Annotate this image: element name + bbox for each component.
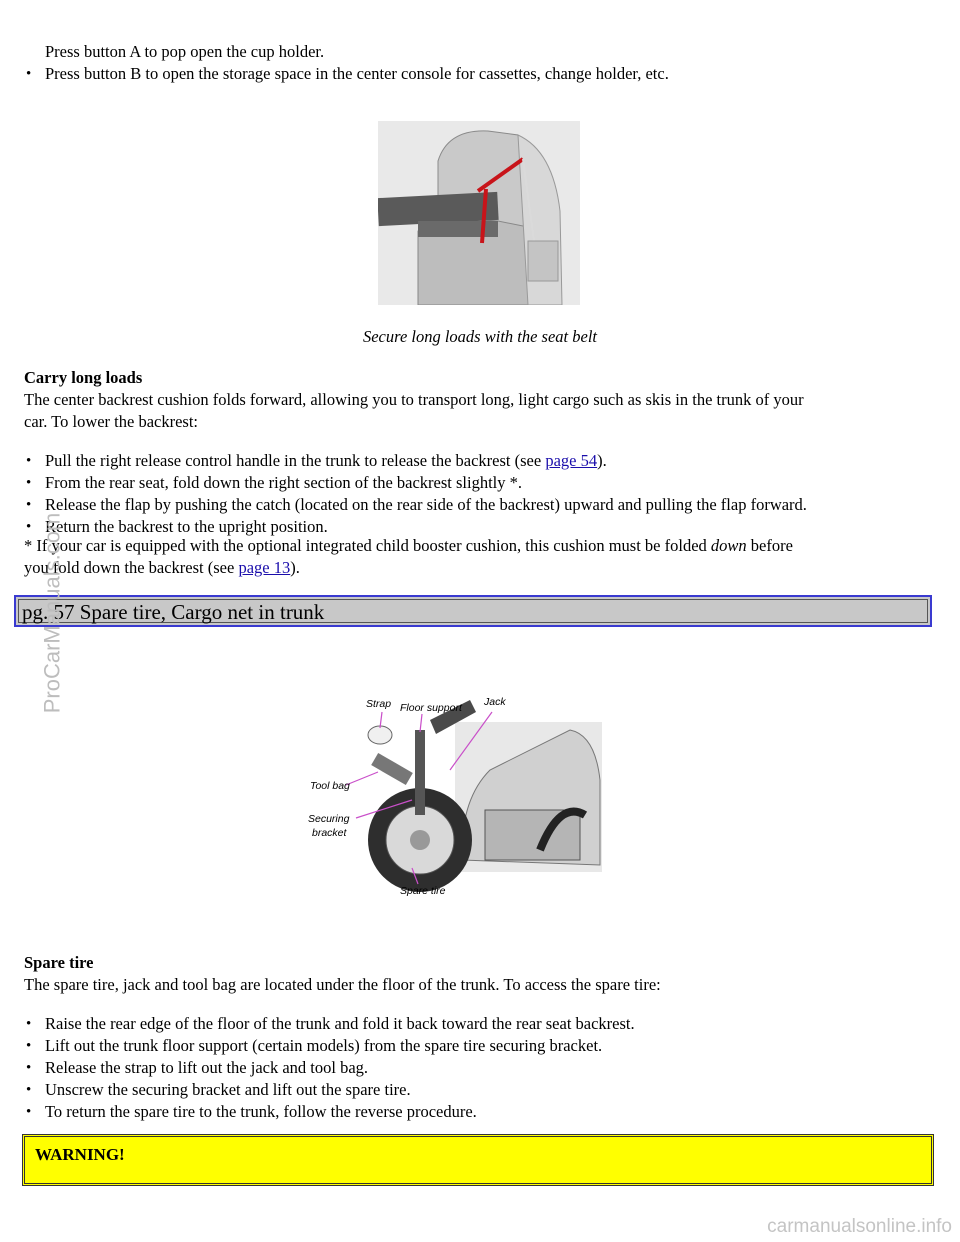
long-loads-para-1: The center backrest cushion folds forward, allowing you to transport long, light cargo such as skis in the trunk of your	[24, 390, 804, 409]
side-watermark: ProCarManuals.com	[39, 512, 65, 714]
seat-belt-load-image	[378, 121, 580, 305]
list-item: • Raise the rear edge of the floor of the trunk and fold it back toward the rear seat backrest.	[24, 1013, 635, 1035]
intro-list	[24, 63, 669, 85]
figure-caption: Secure long loads with the seat belt	[362, 327, 598, 346]
list-item: • To return the spare tire to the trunk, follow the reverse procedure.	[24, 1101, 635, 1123]
list-item: • Pull the right release control handle in the trunk to release the backrest (see page 54).	[24, 450, 807, 472]
securing-label: Securing	[308, 813, 350, 825]
section-title: pg. 57 Spare tire, Cargo net in trunk	[22, 600, 325, 624]
cup-holder-text: Press button A to pop open the cup holder.	[45, 42, 325, 61]
strap-label: Strap	[366, 698, 392, 710]
spare-tire-para: The spare tire, jack and tool bag are located under the floor of the trunk. To access the spare tire:	[24, 975, 661, 994]
footer-watermark: carmanualsonline.info	[767, 1216, 952, 1237]
spare-tire-steps	[24, 1013, 635, 1123]
section-header	[14, 595, 932, 627]
page-13-link[interactable]: page 13	[238, 558, 291, 577]
long-loads-para-2: car. To lower the backrest:	[24, 412, 199, 431]
list-item: • Press button B to open the storage space in the center console for cassettes, change holder, etc.	[24, 63, 669, 85]
tool-bag-label: Tool bag	[310, 780, 350, 792]
spare-tire-label: Spare tire	[400, 885, 446, 897]
long-loads-heading: Carry long loads	[24, 368, 143, 387]
list-item: • From the rear seat, fold down the right section of the backrest slightly *.	[24, 472, 807, 494]
floor-support-label: Floor support	[400, 702, 462, 714]
page-54-link[interactable]: page 54	[545, 451, 598, 470]
booster-note-line-2: you fold down the backrest (see page 13).	[24, 558, 300, 577]
warning-box	[22, 1134, 934, 1186]
list-item: • Release the strap to lift out the jack and tool bag.	[24, 1057, 635, 1079]
list-item: • Return the backrest to the upright position.	[24, 516, 807, 538]
list-item: • Unscrew the securing bracket and lift out the spare tire.	[24, 1079, 635, 1101]
spare-tire-heading: Spare tire	[24, 953, 94, 972]
spare-tire-diagram	[300, 690, 604, 902]
warning-label: WARNING!	[35, 1145, 125, 1164]
list-item: • Release the flap by pushing the catch (located on the rear side of the backrest) upward and pulling the flap forward.	[24, 494, 807, 516]
list-item: • Lift out the trunk floor support (certain models) from the spare tire securing bracket.	[24, 1035, 635, 1057]
bracket-label: bracket	[312, 827, 347, 839]
booster-note-line-1: * If your car is equipped with the optional integrated child booster cushion, this cushion must be folded down before	[24, 536, 793, 555]
jack-label: Jack	[484, 696, 506, 708]
long-loads-steps	[24, 450, 807, 538]
